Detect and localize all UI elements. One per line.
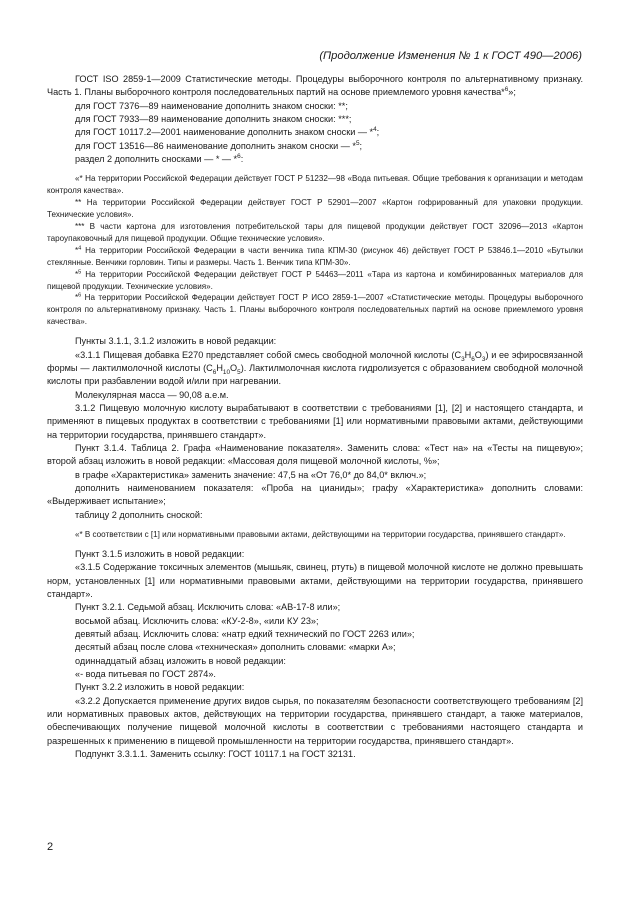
paragraph-gost-13516: для ГОСТ 13516—86 наименование дополнить знаком сноски — *$^5$; xyxy=(75,139,363,151)
paragraph-gost-7376: для ГОСТ 7376—89 наименование дополнить знаком сноски: **; xyxy=(75,100,348,111)
paragraph-item-3-1-5: Пункт 3.1.5 изложить в новой редакции: xyxy=(75,548,245,559)
paragraph-characteristic: в графе «Характеристика» заменить значение: 47,5 на «От 76,0* до 84,0* включ.»; xyxy=(75,469,427,480)
footnote-table-2: «* В соответствии с [1] или нормативными правовыми актами, действующими на территории государства, принявшего стандарт». xyxy=(75,530,566,539)
paragraph-table-2-footnote: таблицу 2 дополнить сноской: xyxy=(75,509,203,520)
paragraph-3-1-5-text: «3.1.5 Содержание токсичных элементов (мышьяк, свинец, ртуть) в пищевой молочной кислоте не должно превышать норм, установленных [1] или нормативными правовыми актами, действующими на территории государства, принявшего стандарт». xyxy=(47,562,583,599)
paragraph-ninth: девятый абзац. Исключить слова: «натр едкий технический по ГОСТ 2263 или»; xyxy=(75,628,415,639)
paragraph-eleventh: одиннадцатый абзац изложить в новой редакции: xyxy=(75,655,286,666)
document-body xyxy=(47,73,583,761)
footnote-4: *$^4$ На территории Российской Федерации в части венчика типа КПМ-30 (рисунок 46) действует ГОСТ Р 53846.1—2010 «Бутылки стеклянные. Венчики горловин. Типы и размеры. Часть 1. Венчик типа КПМ-30». xyxy=(47,245,583,267)
footnote-5: *$^5$ На территории Российской Федерации действует ГОСТ Р 54463—2011 «Тара из картона и комбинированных материалов для пищевой продукции. Технические условия». xyxy=(47,268,583,291)
paragraph-eighth: восьмой абзац. Исключить слова: «КУ-2-8», «или КУ 23»; xyxy=(75,615,319,626)
paragraph-item-3-2-2: Пункт 3.2.2 изложить в новой редакции: xyxy=(75,682,245,693)
paragraph-section-2-footnotes: раздел 2 дополнить сносками — * — *$^6$: xyxy=(75,153,244,165)
paragraph-tenth: десятый абзац после слова «техническая» дополнить словами: «марки А»; xyxy=(75,642,396,653)
paragraph-molecular-mass: Молекулярная масса — 90,08 а.е.м. xyxy=(75,389,229,400)
paragraph-drinking-water: «- вода питьевая по ГОСТ 2874». xyxy=(75,669,216,679)
footnote-1: «* На территории Российской Федерации действует ГОСТ Р 51232—98 «Вода питьевая. Общие требования к организации и методам контроля качества». xyxy=(47,174,583,196)
page-number: 2 xyxy=(47,841,54,853)
paragraph-3-2-2-text: «3.2.2 Допускается применение других видов сырья, по показателям безопасности соответствующего требованиям [2] или нормативных правовых актов, действующих на территории государства, принявшего стандарт, а также материалов, обеспечивающих получение пищевой молочной кислоты в соответствии с требованиями настоящего стандарта и разрешенных к применению в пищевой промышленности на территории государства, принявшего стандарт». xyxy=(47,695,583,746)
table-footnote-block xyxy=(47,529,583,541)
paragraph-gost-7933: для ГОСТ 7933—89 наименование дополнить знаком сноски: ***; xyxy=(75,114,352,125)
paragraph-3-1-1-text: «3.1.1 Пищевая добавка Е270 представляет собой смесь свободной молочной кислоты $(C_3H_6O_3)$ и ее эфиросвязанной формы — лактилмолочной кислоты $(C_6H_{10}O_5)$. Лактилмолочная кислота гидролизуется с образованием свободной молочной кислоты при разбавлении водой и/или при нагревании. xyxy=(47,349,583,387)
paragraph-gost-iso-2859: ГОСТ ISO 2859-1—2009 Статистические методы. Процедуры выборочного контроля по альтернативному признаку. Часть 1. Планы выборочного контроля последовательных партий на основе приемлемого уровня качества*$^6$»; xyxy=(47,74,583,98)
paragraph-subitem-3-3-1-1: Подпункт 3.3.1.1. Заменить ссылку: ГОСТ 10117.1 на ГОСТ 32131. xyxy=(75,749,356,760)
footnote-2: ** На территории Российской Федерации действует ГОСТ Р 52901—2007 «Картон гофрированный для упаковки продукции. Технические условия». xyxy=(47,198,583,220)
paragraph-item-3-1-4: Пункт 3.1.4. Таблица 2. Графа «Наименование показателя». Заменить слова: «Тест на» на «Тесты на пищевую»; второй абзац изложить в новой редакции: «Массовая доля пищевой молочной кислоты, %»; xyxy=(47,442,583,467)
paragraph-3-1-2-text: 3.1.2 Пищевую молочную кислоту вырабатывают в соответствии с требованиями [1], [2] и настоящего стандарта, и применяют в пищевых продуктах в соответствии с требованиями [1] или нормативными правовыми актами, действующими на территории государства, принявшего стандарт». xyxy=(47,402,583,440)
footnotes-block xyxy=(47,173,583,328)
footnote-6: *$^6$ На территории Российской Федерации действует ГОСТ Р ИСО 2859-1—2007 «Статистические методы. Процедуры выборочного контроля по альтернативному признаку. Часть 1. Планы выборочного контроля последовательных партий на основе приемлемого уровня качества». xyxy=(47,292,583,327)
running-header: (Продолжение Изменения № 1 к ГОСТ 490—2006) xyxy=(319,50,582,62)
paragraph-items-3-1-1: Пункты 3.1.1, 3.1.2 изложить в новой редакции: xyxy=(75,336,277,347)
paragraph-cyanide-test: дополнить наименованием показателя: «Проба на цианиды»; графу «Характеристика» дополнить словами: «Выдерживает испытание»; xyxy=(47,482,583,507)
paragraph-gost-10117-2: для ГОСТ 10117.2—2001 наименование дополнить знаком сноски — *$^4$; xyxy=(75,126,380,138)
footnote-3: *** В части картона для изготовления потребительской тары для пищевой продукции действует ГОСТ 32096—2013 «Картон тароупаковочный для пищевой продукции. Общие технические условия». xyxy=(47,222,583,243)
paragraph-item-3-2-1: Пункт 3.2.1. Седьмой абзац. Исключить слова: «АВ-17-8 или»; xyxy=(75,602,341,613)
